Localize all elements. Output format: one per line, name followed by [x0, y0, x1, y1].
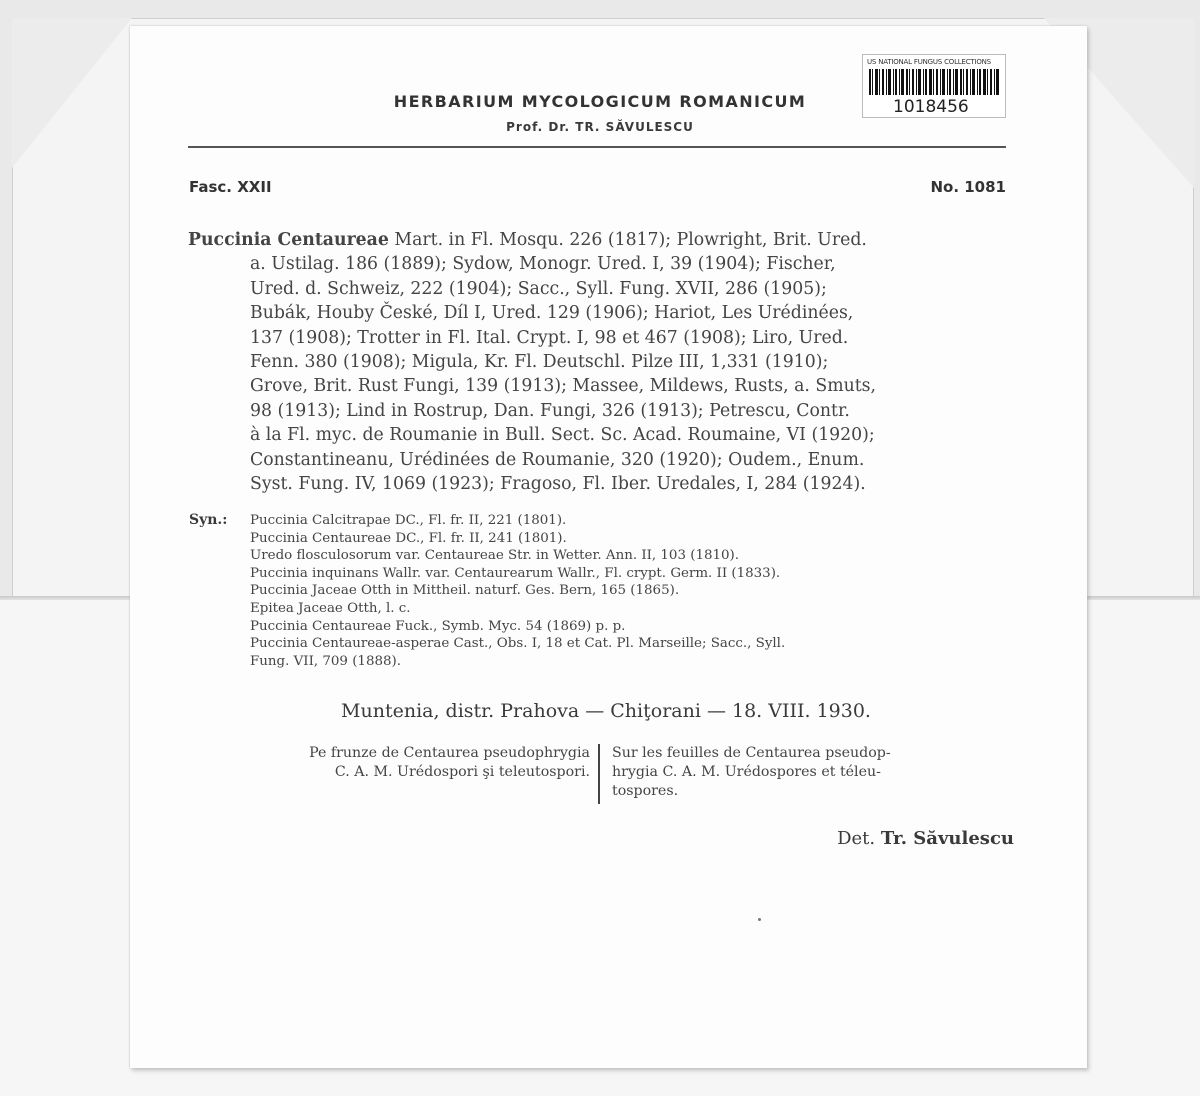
- citation-line: Puccinia Centaureae Mart. in Fl. Mosqu. 226 (1817); Plowright, Brit. Ured.: [188, 230, 867, 250]
- description-romanian: [190, 744, 590, 782]
- citation-line: 137 (1908); Trotter in Fl. Ital. Crypt. I, 98 et 467 (1908); Liro, Ured.: [250, 327, 849, 348]
- fascicle-label: Fasc. XXII: [189, 178, 272, 196]
- citation-line: Grove, Brit. Rust Fungi, 139 (1913); Massee, Mildews, Rusts, a. Smuts,: [250, 376, 877, 397]
- herbarium-title: HERBARIUM MYCOLOGICUM ROMANICUM: [393, 92, 807, 111]
- description-line: Sur les feuilles de Centaurea pseudop-: [612, 745, 891, 761]
- description-french: [612, 744, 1012, 801]
- description-line: hrygia C. A. M. Urédospores et téleu-: [612, 764, 881, 780]
- citation-line: a. Ustilag. 186 (1889); Sydow, Monogr. Ured. I, 39 (1904); Fischer,: [250, 254, 836, 275]
- description-divider: [598, 744, 600, 804]
- header-divider: [188, 146, 1006, 148]
- description-line: tospores.: [612, 783, 679, 799]
- species-citation: [188, 228, 1008, 496]
- citation-line: Fenn. 380 (1908); Migula, Kr. Fl. Deutschl. Pilze III, 1,331 (1910);: [250, 352, 829, 373]
- synonyms-list: [250, 512, 1020, 670]
- citation-line: Ured. d. Schweiz, 222 (1904); Sacc., Syll. Fung. XVII, 286 (1905);: [250, 278, 827, 299]
- determiner-prefix: Det.: [837, 828, 876, 849]
- collection-locality: Muntenia, distr. Prahova — Chiţorani — 18. VIII. 1930.: [341, 700, 871, 722]
- synonym-line: Epitea Jaceae Otth, l. c.: [250, 600, 411, 616]
- synonym-line: Puccinia Centaureae-asperae Cast., Obs. I, 18 et Cat. Pl. Marseille; Sacc., Syll.: [250, 636, 786, 652]
- determiner: [837, 828, 1014, 849]
- description-line: Pe frunze de Centaurea pseudophrygia: [309, 745, 590, 761]
- determiner-name: Tr. Săvulescu: [880, 828, 1014, 849]
- synonyms-label: Syn.:: [189, 512, 228, 528]
- species-name: Puccinia Centaureae: [188, 230, 389, 250]
- citation-line: 98 (1913); Lind in Rostrup, Dan. Fungi, 326 (1913); Petrescu, Contr.: [250, 400, 850, 421]
- description-line: C. A. M. Urédospori şi teleutospori.: [334, 764, 590, 780]
- synonym-line: Puccinia Centaureae DC., Fl. fr. II, 241 (1801).: [250, 530, 567, 546]
- barcode-number: 1018456: [893, 97, 969, 117]
- envelope-flap-left: [12, 18, 132, 168]
- citation-line: Bubák, Houby České, Díl I, Ured. 129 (1906); Hariot, Les Urédinées,: [250, 303, 854, 324]
- synonym-line: Uredo flosculosorum var. Centaureae Str. in Wetter. Ann. II, 103 (1810).: [250, 548, 740, 564]
- barcode-caption: US NATIONAL FUNGUS COLLECTIONS: [867, 58, 991, 66]
- citation-line: Constantineanu, Urédinées de Roumanie, 320 (1920); Oudem., Enum.: [250, 449, 865, 470]
- specimen-number: No. 1081: [930, 178, 1006, 196]
- citation-line: à la Fl. myc. de Roumanie in Bull. Sect. Sc. Acad. Roumaine, VI (1920);: [250, 425, 875, 446]
- synonym-line: Puccinia Calcitrapae DC., Fl. fr. II, 221 (1801).: [250, 513, 567, 528]
- herbarium-director: Prof. Dr. TR. SĂVULESCU: [506, 120, 694, 134]
- synonym-line: Fung. VII, 709 (1888).: [250, 653, 401, 669]
- citation-line: Syst. Fung. IV, 1069 (1923); Fragoso, Fl. Iber. Uredales, I, 284 (1924).: [250, 474, 866, 495]
- synonym-line: Puccinia Jaceae Otth in Mittheil. naturf. Ges. Bern, 165 (1865).: [250, 583, 680, 599]
- synonym-line: Puccinia inquinans Wallr. var. Centaurearum Wallr., Fl. crypt. Germ. II (1833).: [250, 565, 781, 581]
- paper-speck: [758, 918, 761, 921]
- synonym-line: Puccinia Centaureae Fuck., Symb. Myc. 54 (1869) p. p.: [250, 618, 626, 634]
